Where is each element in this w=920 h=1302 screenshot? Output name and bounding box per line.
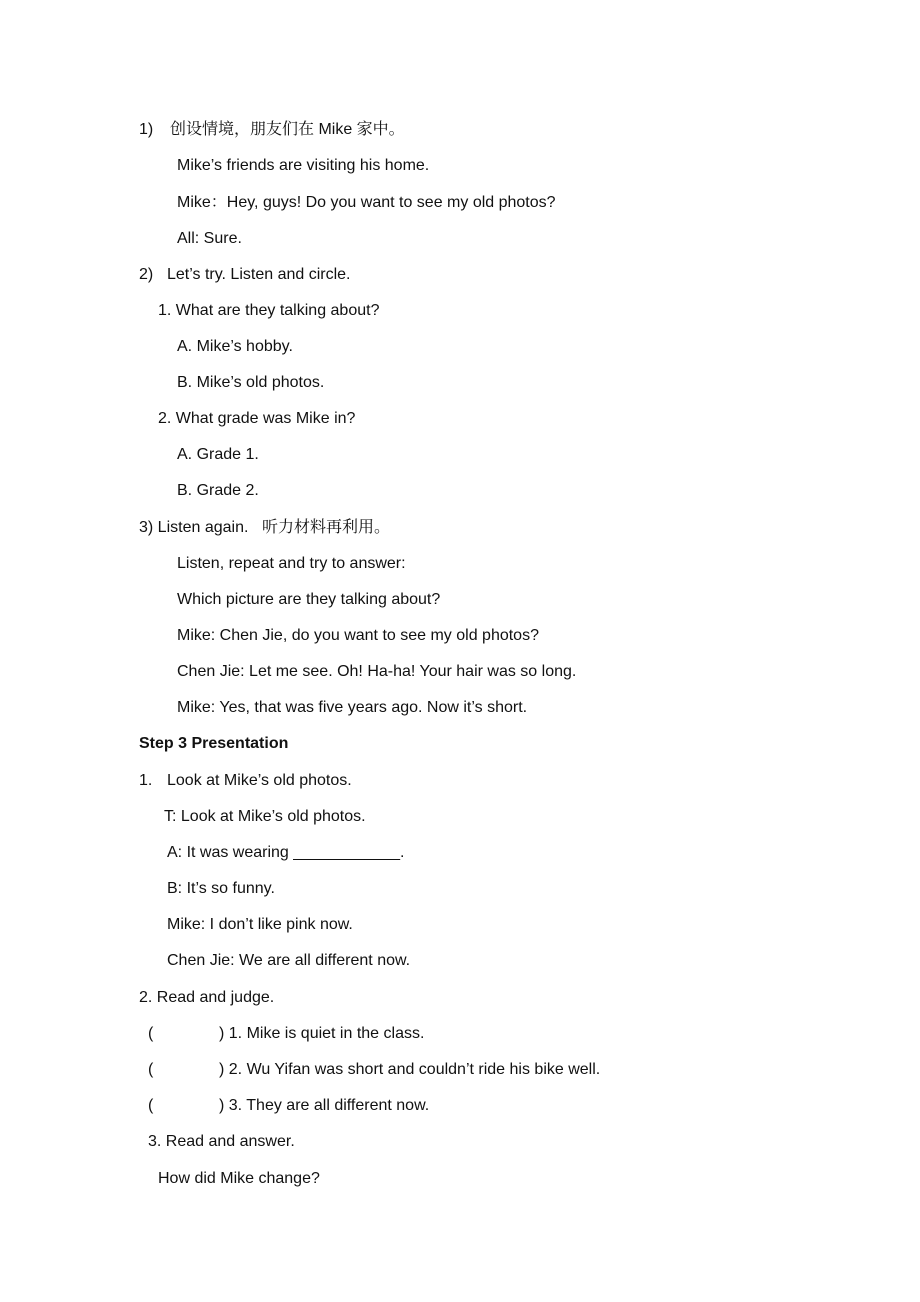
answer-option: B. Mike’s old photos. bbox=[177, 374, 325, 391]
dialogue-line: A: It was wearing ____________. bbox=[167, 844, 405, 861]
item-number: 1. bbox=[139, 772, 153, 789]
item-text: 3) Listen again. bbox=[139, 519, 249, 536]
dialogue-line: Mike: Yes, that was five years ago. Now it’s short. bbox=[177, 699, 528, 716]
dialogue-line: Chen Jie: Let me see. Oh! Ha-ha! Your hair was so long. bbox=[177, 663, 577, 680]
item-text: 3. Read and answer. bbox=[148, 1133, 295, 1150]
section-heading: Step 3 Presentation bbox=[139, 735, 289, 752]
answer-option: B. Grade 2. bbox=[177, 482, 259, 499]
judge-statement: ) 3. They are all different now. bbox=[219, 1097, 430, 1114]
question: 1. What are they talking about? bbox=[158, 302, 380, 319]
item-text: 创设情境，朋友们在 Mike 家中。 bbox=[170, 121, 405, 138]
answer-option: A. Mike’s hobby. bbox=[177, 338, 293, 355]
judge-statement: ) 2. Wu Yifan was short and couldn’t ride his bike well. bbox=[219, 1061, 601, 1078]
dialogue-line: B: It’s so funny. bbox=[167, 880, 275, 897]
dialogue-line: Mike’s friends are visiting his home. bbox=[177, 157, 430, 174]
dialogue-line: Chen Jie: We are all different now. bbox=[167, 952, 411, 969]
judge-statement: ) 1. Mike is quiet in the class. bbox=[219, 1025, 425, 1042]
dialogue-line: All: Sure. bbox=[177, 230, 242, 247]
item-text: Look at Mike’s old photos. bbox=[167, 772, 352, 789]
dialogue-line: T: Look at Mike’s old photos. bbox=[164, 808, 366, 825]
dialogue-line: Mike: I don’t like pink now. bbox=[167, 916, 353, 933]
judge-bracket-open: ( bbox=[148, 1061, 154, 1078]
judge-bracket-open: ( bbox=[148, 1097, 154, 1114]
item-text: Let’s try. Listen and circle. bbox=[167, 266, 351, 283]
item-number: 2) bbox=[139, 266, 154, 283]
question: 2. What grade was Mike in? bbox=[158, 410, 356, 427]
dialogue-line: Which picture are they talking about? bbox=[177, 591, 441, 608]
dialogue-line: Mike: Chen Jie, do you want to see my old photos? bbox=[177, 627, 539, 644]
dialogue-line: Listen, repeat and try to answer: bbox=[177, 555, 406, 572]
item-text: 2. Read and judge. bbox=[139, 989, 275, 1006]
judge-bracket-open: ( bbox=[148, 1025, 154, 1042]
question: How did Mike change? bbox=[158, 1170, 320, 1187]
dialogue-line: Mike：Hey, guys! Do you want to see my old photos? bbox=[177, 194, 556, 211]
answer-option: A. Grade 1. bbox=[177, 446, 259, 463]
item-number: 1) bbox=[139, 121, 154, 138]
item-text-cn: 听力材料再利用。 bbox=[262, 519, 391, 536]
